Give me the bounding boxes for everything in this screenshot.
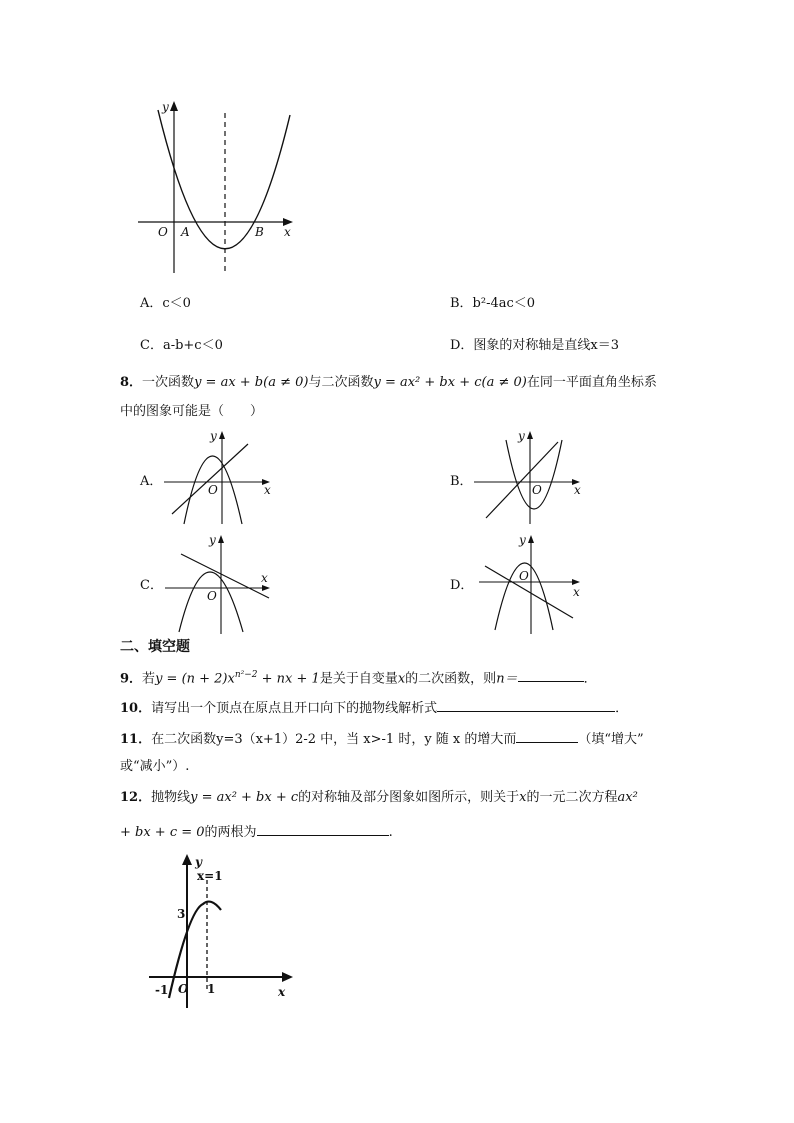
q8-stem-line2: 中的图象可能是（ ） (120, 404, 264, 419)
q7-y-arrow (170, 101, 178, 111)
q12-answer-blank[interactable] (257, 821, 389, 836)
svg-text:O: O (532, 483, 542, 497)
svg-text:x: x (261, 571, 268, 585)
q7-x-label: x (284, 225, 291, 239)
q11-line2: 或“减小”）. (120, 759, 190, 774)
q8-opt-d-label: D． (450, 578, 474, 593)
q8-graph-d (475, 532, 595, 637)
svg-text:x: x (278, 985, 286, 999)
q12-line1: 12．抛物线y = ax² + bx + c的对称轴及部分图象如图所示，则关于x的一元二次方程ax² (120, 790, 638, 805)
q8-text1: 一次函数 (142, 375, 195, 390)
q8-opt-c-label: C． (140, 578, 163, 593)
q7-option-d: D．图象的对称轴是直线x＝3 (450, 338, 620, 353)
q11-answer-blank[interactable] (516, 728, 578, 743)
svg-text:y: y (518, 429, 525, 443)
svg-text:y: y (195, 855, 202, 869)
svg-text:y: y (210, 429, 217, 443)
q12-line2: + bx + c = 0的两根为 . (120, 821, 393, 842)
svg-text:3: 3 (177, 907, 186, 921)
svg-text:x: x (573, 585, 580, 599)
q10-answer-blank[interactable] (437, 697, 615, 712)
q8-text2: 与二次函数 (308, 375, 374, 390)
q9-answer-blank[interactable] (518, 667, 584, 682)
q7-point-a: A (181, 225, 190, 239)
svg-text:-1: -1 (155, 983, 169, 997)
q7-option-c: C．a-b+c＜0 (140, 338, 223, 353)
q8-graph-a (160, 428, 280, 528)
q7-option-b: B．b²-4ac＜0 (450, 296, 536, 311)
q8-stem-line1 (120, 374, 657, 392)
q8-text3: 在同一平面直角坐标系 (526, 375, 657, 390)
q9-expr: y = (n + 2)x (155, 671, 235, 687)
q11-line1: 11．在二次函数y=3（x+1）2-2 中，当 x>-1 时，y 随 x 的增大而 （填“增大” (120, 728, 644, 749)
svg-text:y: y (209, 533, 216, 547)
q8-opt-b-label: B． (450, 474, 473, 489)
section-2-title: 二、填空题 (120, 639, 190, 655)
svg-text:O: O (207, 589, 217, 603)
q8-opt-a-label: A． (140, 474, 163, 489)
q7-option-a: A．c＜0 (140, 296, 191, 311)
svg-text:O: O (208, 483, 218, 497)
svg-text:y: y (519, 533, 526, 547)
q9-line: 9．若$y = (n + 2)x^{n^2-2}$ + nx + 1是关于自变量x的二次函数，则n＝ ． (120, 666, 597, 688)
q7-origin-label: O (158, 225, 168, 239)
q8-quadratic-expr: y = ax² + bx + c(a ≠ 0) (373, 375, 527, 390)
q8-graph-b (470, 428, 590, 528)
svg-text:1: 1 (207, 982, 216, 996)
q8-graph-c (165, 532, 285, 637)
q8-number: 8． (120, 375, 143, 390)
q7-point-b: B (255, 225, 264, 239)
svg-text:x: x (574, 483, 581, 497)
svg-text:O: O (178, 982, 189, 996)
q7-parabola (158, 110, 290, 249)
q7-parabola-graph (130, 95, 305, 280)
svg-text:x: x (264, 483, 271, 497)
q7-y-label: y (162, 100, 169, 114)
svg-text:O: O (519, 569, 529, 583)
q12-parabola-graph (145, 850, 305, 1010)
q9-exponent: n²−2 (234, 670, 258, 680)
q10-line: 10．请写出一个顶点在原点且开口向下的抛物线解析式 ． (120, 697, 628, 718)
svg-text:x=1: x=1 (197, 869, 223, 883)
q8-linear-expr: y = ax + b(a ≠ 0) (194, 375, 309, 390)
